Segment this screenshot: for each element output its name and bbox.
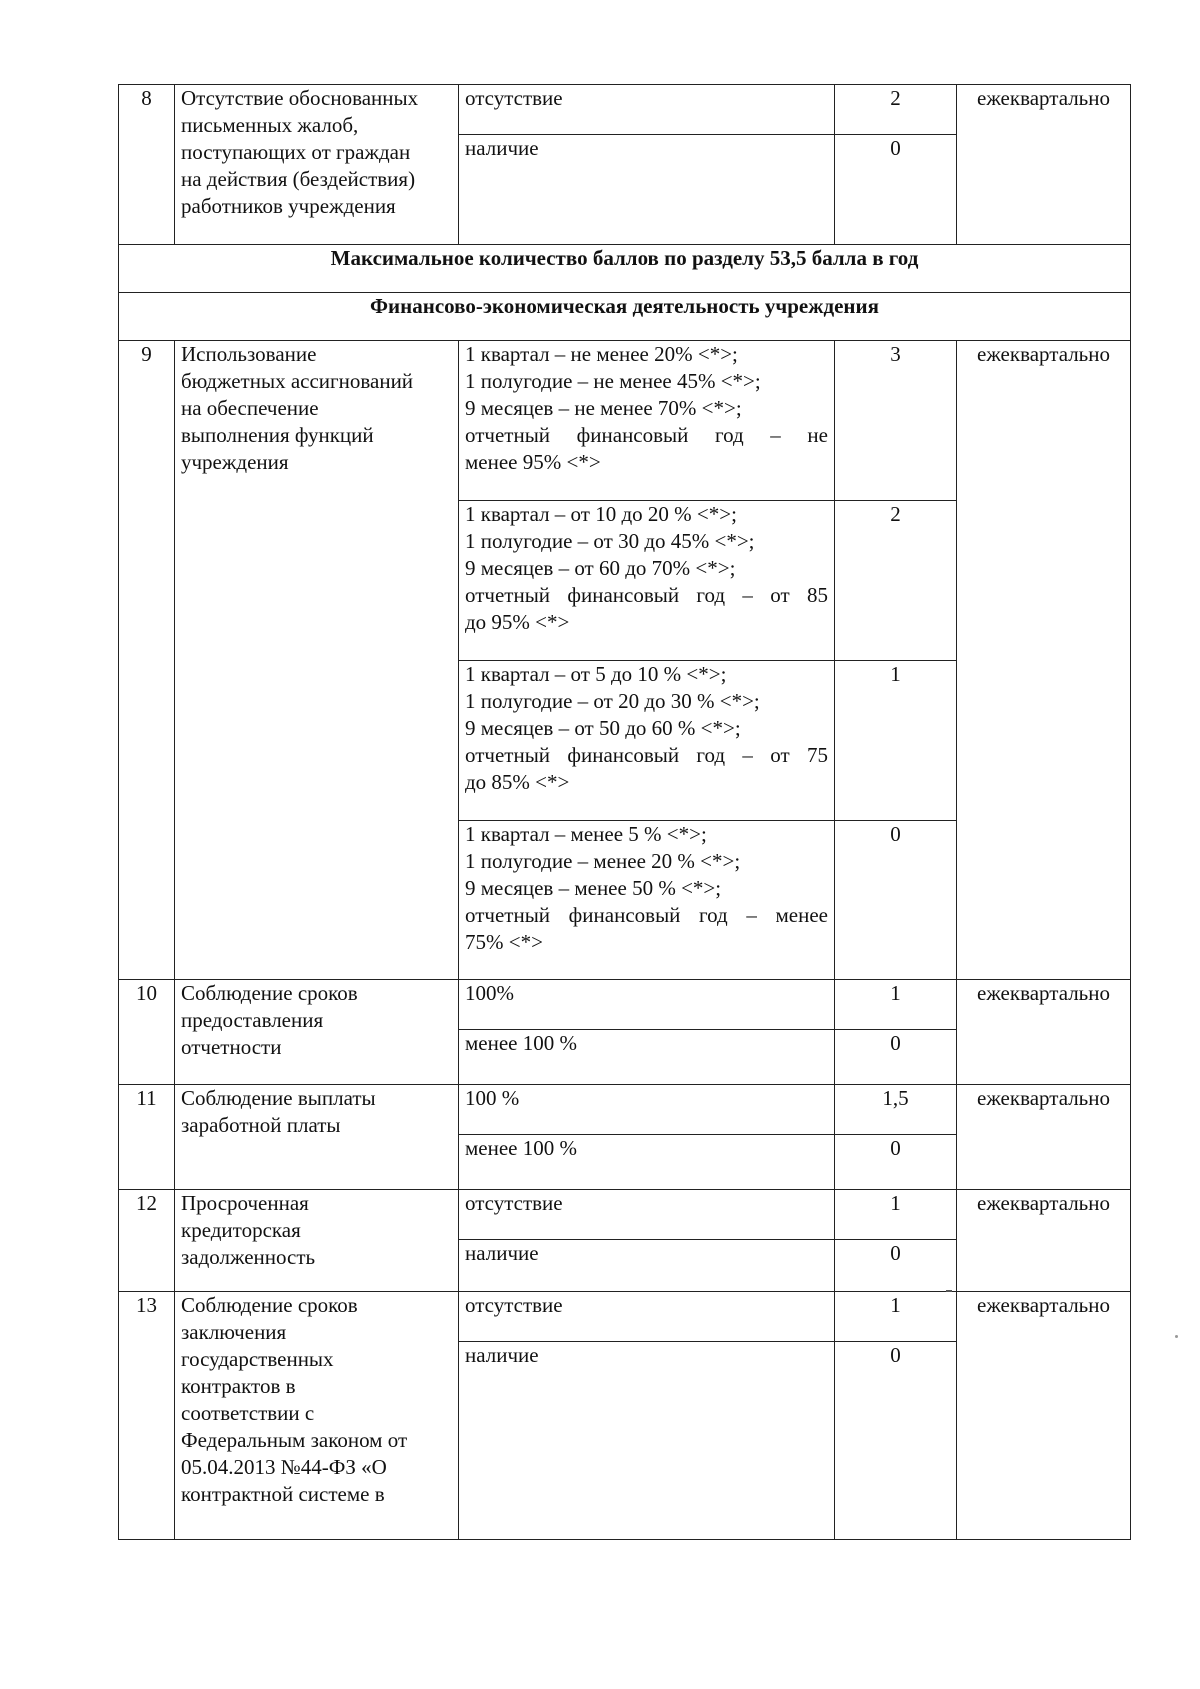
- section-max-points: Максимальное количество баллов по разделу 53,5 балла в год: [119, 245, 1131, 293]
- criterion-points: 0: [835, 821, 957, 980]
- criterion-points: 2: [835, 85, 957, 135]
- table-row: [119, 980, 1131, 1030]
- criterion-points: 0: [835, 1342, 957, 1540]
- assessment-period: ежеквартально: [957, 1190, 1131, 1292]
- criterion-text: 1 квартал – не менее 20% <*>; 1 полугодие – не менее 45% <*>; 9 месяцев – не менее 70% <*>; отчетный финансовый год – не менее 95% <*>: [459, 341, 835, 501]
- table-row: [119, 85, 1131, 135]
- criterion-points: 1: [835, 980, 957, 1030]
- row-number: 10: [119, 980, 175, 1085]
- criterion-text: 1 квартал – менее 5 % <*>; 1 полугодие – менее 20 % <*>; 9 месяцев – менее 50 % <*>; отчетный финансовый год – менее 75% <*>: [459, 821, 835, 980]
- criterion-text: наличие: [459, 1342, 835, 1540]
- indicator-name: Просроченная кредиторская задолженность: [175, 1190, 459, 1292]
- criterion-text: отсутствие: [459, 85, 835, 135]
- criterion-points: 3: [835, 341, 957, 501]
- indicator-name: Соблюдение сроков предоставления отчетности: [175, 980, 459, 1085]
- criteria-table: [118, 84, 1131, 1540]
- table-row: [119, 341, 1131, 501]
- criterion-text: 1 квартал – от 5 до 10 % <*>; 1 полугодие – от 20 до 30 % <*>; 9 месяцев – от 50 до 60 % <*>; отчетный финансовый год – от 75 до 85% <*>: [459, 661, 835, 821]
- section-row: [119, 293, 1131, 341]
- indicator-name: Соблюдение сроков заключения государственных контрактов в соответствии с Федеральным законом от 05.04.2013 №44-ФЗ «О контрактной системе в: [175, 1292, 459, 1540]
- section-title: Финансово-экономическая деятельность учреждения: [119, 293, 1131, 341]
- criterion-points: 0: [835, 135, 957, 245]
- table-row: [119, 1085, 1131, 1135]
- criterion-text: менее 100 %: [459, 1135, 835, 1190]
- row-number: 9: [119, 341, 175, 980]
- criterion-points: 1,5: [835, 1085, 957, 1135]
- criterion-points: 0: [835, 1030, 957, 1085]
- assessment-period: ежеквартально: [957, 1292, 1131, 1540]
- table-row: [119, 1292, 1131, 1342]
- indicator-name: Соблюдение выплаты заработной платы: [175, 1085, 459, 1190]
- criterion-points: 0: [835, 1240, 957, 1292]
- scan-mark: [946, 1290, 952, 1292]
- criterion-text: наличие: [459, 1240, 835, 1292]
- criterion-points: 2: [835, 501, 957, 661]
- criterion-text: 100%: [459, 980, 835, 1030]
- criterion-points: 1: [835, 1190, 957, 1240]
- criterion-points: 1: [835, 1292, 957, 1342]
- criterion-points: 0: [835, 1135, 957, 1190]
- criterion-text: 1 квартал – от 10 до 20 % <*>; 1 полугодие – от 30 до 45% <*>; 9 месяцев – от 60 до 70% <*>; отчетный финансовый год – от 85 до 95% <*>: [459, 501, 835, 661]
- row-number: 13: [119, 1292, 175, 1540]
- criterion-text: наличие: [459, 135, 835, 245]
- criterion-text: 100 %: [459, 1085, 835, 1135]
- criterion-text: отсутствие: [459, 1190, 835, 1240]
- criterion-text: отсутствие: [459, 1292, 835, 1342]
- table-row: [119, 1190, 1131, 1240]
- criterion-points: 1: [835, 661, 957, 821]
- indicator-name: Использование бюджетных ассигнований на обеспечение выполнения функций учреждения: [175, 341, 459, 980]
- criterion-text: менее 100 %: [459, 1030, 835, 1085]
- assessment-period: ежеквартально: [957, 85, 1131, 245]
- assessment-period: ежеквартально: [957, 980, 1131, 1085]
- assessment-period: ежеквартально: [957, 1085, 1131, 1190]
- row-number: 12: [119, 1190, 175, 1292]
- row-number: 11: [119, 1085, 175, 1190]
- assessment-period: ежеквартально: [957, 341, 1131, 980]
- row-number: 8: [119, 85, 175, 245]
- indicator-name: Отсутствие обоснованных письменных жалоб, поступающих от граждан на действия (бездействия) работников учреждения: [175, 85, 459, 245]
- section-row: [119, 245, 1131, 293]
- scan-speck: [1175, 1335, 1178, 1338]
